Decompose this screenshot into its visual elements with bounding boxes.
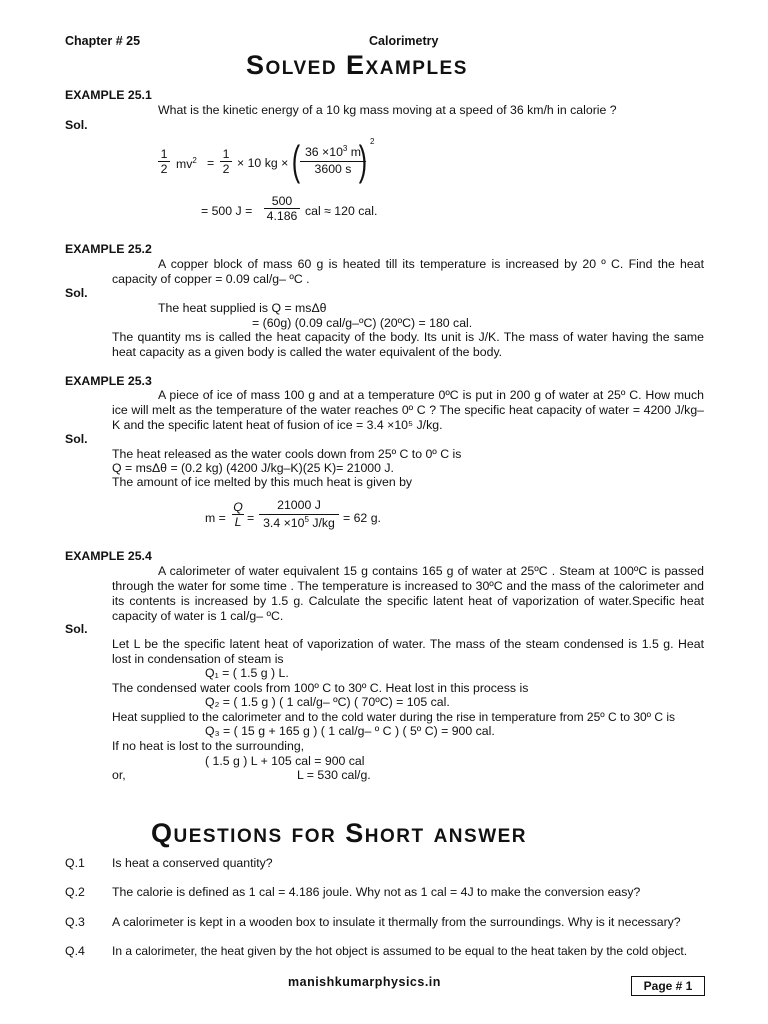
equation-q3: Q₃ = ( 15 g + 165 g ) ( 1 cal/g– º C ) ( 5º C) = 900 cal. [205,724,495,738]
solution-line: The amount of ice melted by this much heat is given by [112,475,413,489]
fraction-denominator [259,514,339,530]
fraction-denominator: L [232,514,244,529]
example-question: A piece of ice of mass 100 g and at a temperature 0ºC is put in 200 g of water at 25º C. How much ice will melt as the temperature of the water reaches 0º C ? The specific heat capacity of water = 4200 J/kg–K and the specific latent heat of fusion of ice = 3.4 ×10⁵ J/kg. [112,388,704,432]
or-label: or, [112,768,126,782]
question-text: Is heat a conserved quantity? [112,856,273,870]
solution-paragraph: The quantity ms is called the heat capacity of the body. Its unit is J/K. The mass of water having the same heat capacity as a given body is called the water equivalent of the body. [112,330,704,359]
solution-label: Sol. [65,118,88,132]
superscript: 3 [342,144,348,153]
superscript: 2 [370,137,375,146]
equation-q1: Q₁ = ( 1.5 g ) L. [205,666,289,680]
question-number: Q.3 [65,915,85,929]
solution-label: Sol. [65,432,88,446]
example-label: EXAMPLE 25.3 [65,374,152,388]
solution-paragraph: Let L be the specific latent heat of vaporization of water. The mass of the steam condensed is 1.5 g. Heat lost in condensation of steam is [112,637,704,666]
section-title-short-answer: Questions for Short answer [151,818,528,848]
fraction-numerator: 500 [271,194,293,208]
page-number-badge: Page # 1 [631,976,705,996]
question-number: Q.4 [65,944,85,958]
fraction-denominator: 3600 s [300,161,366,176]
example-question: What is the kinetic energy of a 10 kg mass moving at a speed of 36 km/h in calorie ? [158,103,617,117]
solution-line: = (60g) (0.09 cal/g–ºC) (20ºC) = 180 cal. [252,316,473,330]
solution-line: The heat released as the water cools down from 25º C to 0º C is [112,447,462,461]
right-paren: ) [358,137,368,184]
fraction-denominator: 2 [158,161,170,176]
question-text: In a calorimeter, the heat given by the hot object is assumed to be equal to the heat taken by the cold object. [112,944,688,958]
denominator-unit: J/kg [308,516,335,531]
fraction-numerator: 1 [160,147,168,161]
example-question: A copper block of mass 60 g is heated till its temperature is increased by 20 º C. Find the heat capacity of copper = 0.09 cal/g– ºC . [112,257,704,286]
left-paren: ( [291,137,301,184]
unit: m [347,145,362,160]
fraction-numerator: 1 [222,147,230,161]
equation-q2: Q₂ = ( 1.5 g ) ( 1 cal/g– ºC) ( 70ºC) = 105 cal. [205,695,450,709]
question-number: Q.2 [65,885,85,899]
superscript: 2 [192,156,197,165]
solution-line: If no heat is lost to the surrounding, [112,739,305,753]
example-question: A calorimeter of water equivalent 15 g contains 165 g of water at 25ºC . Steam at 100ºC is passed through the water for some time . The temperature is increased to 30ºC and the mass of the calorimeter and its contents is increased by 1.5 g. Calculate the specific latent heat of vaporization of water.Specific heat capacity of water is 1 cal/g– ºC. [112,564,704,623]
solution-line: The condensed water cools from 100º C to 30º C. Heat lost in this process is [112,681,529,695]
equation-balance: ( 1.5 g ) L + 105 cal = 900 cal [205,754,365,768]
example-label: EXAMPLE 25.2 [65,242,152,256]
footer-site[interactable]: manishkumarphysics.in [288,975,441,989]
result: = 62 g. [343,511,381,525]
result-prefix: = 500 J = [201,204,253,218]
mass-term: × 10 kg × [237,156,289,170]
fraction-numerator [300,144,366,159]
result-suffix: cal ≈ 120 cal. [305,204,378,218]
fraction-denominator: 2 [220,161,232,176]
section-title-solved-examples: Solved Examples [246,50,468,80]
solution-line: Q = msΔθ = (0.2 kg) (4200 J/kg–K)(25 K)= 21000 J. [112,461,394,475]
example-label: EXAMPLE 25.4 [65,549,152,563]
topic-label: Calorimetry [369,34,439,48]
chapter-label: Chapter # 25 [65,34,141,48]
solution-label: Sol. [65,622,88,636]
equals-sign: = [247,511,255,525]
solution-line: The heat supplied is Q = msΔθ [158,301,327,315]
example-label: EXAMPLE 25.1 [65,88,152,102]
solution-line: Heat supplied to the calorimeter and to the cold water during the rise in temperature from 25º C to 30º C is [112,710,676,724]
equals-sign: = [207,156,215,170]
superscript: 5 [304,515,309,524]
solution-label: Sol. [65,286,88,300]
question-text: A calorimeter is kept in a wooden box to insulate it thermally from the surroundings. Why is it necessary? [112,915,681,929]
fraction-denominator: 4.186 [264,208,300,223]
question-text: The calorie is defined as 1 cal = 4.186 joule. Why not as 1 cal = 4J to make the conversion easy? [112,885,641,899]
question-number: Q.1 [65,856,85,870]
fraction-numerator: Q [233,500,243,514]
velocity-numerator: 36 ×10 [304,145,343,160]
fraction-numerator: 21000 J [277,498,321,512]
equation-result: L = 530 cal/g. [297,768,371,782]
denominator-part: 3.4 ×10 [263,516,305,531]
m-equals: m = [205,511,226,525]
mv-term: mv [176,157,193,172]
